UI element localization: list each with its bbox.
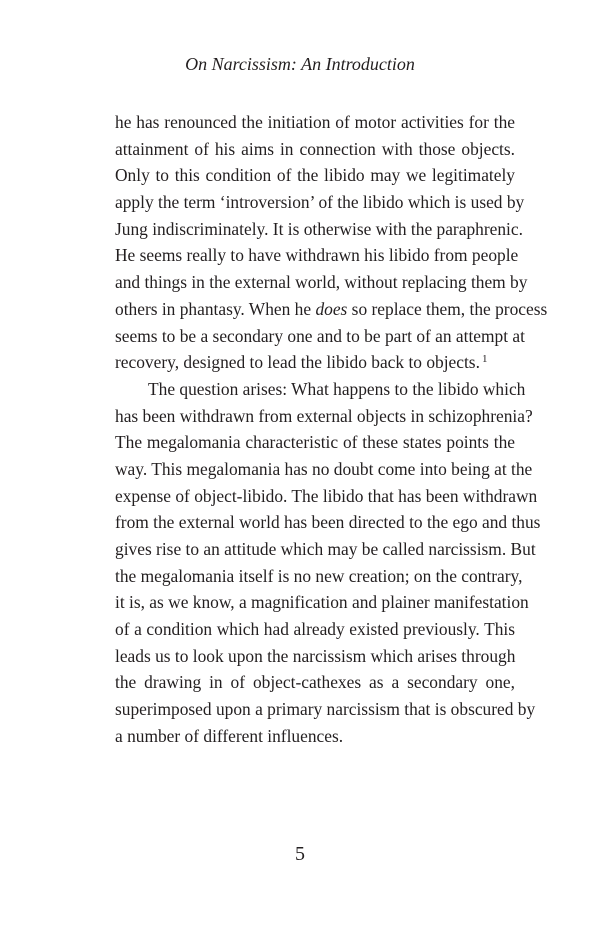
text-line: the megalomania itself is no new creation; on the contrary, [115,565,523,586]
text-line: the drawing in of object-cathexes as a secondary one, [115,672,515,693]
text-line: expense of object-libido. The libido that has been withdrawn [115,485,538,506]
text-line: he has renounced the initiation of motor activities for the [115,112,515,132]
text-line: has been withdrawn from external objects in schizophrenia? [115,405,533,426]
paragraph-1 [115,109,548,376]
text-line: attainment of his aims in connection with those objects. [115,138,515,159]
text-segment: recovery, designed to lead the libido back to objects. [115,352,480,373]
text-line: way. This megalomania has no doubt come into being at the [115,458,533,479]
text-line: Only to this condition of the libido may we legitimately [115,165,515,186]
page-number: 5 [295,843,305,865]
text-line: seems to be a secondary one and to be part of an attempt at [115,325,525,346]
text-line: Jung indiscriminately. It is otherwise with the paraphrenic. [115,218,523,239]
text-line: a number of different influences. [115,725,344,746]
text-line: from the external world has been directed to the ego and thus [115,512,541,533]
text-line: superimposed upon a primary narcissism that is obscured by [115,699,536,720]
running-head: On Narcissism: An Introduction [185,54,415,74]
emphasis-word: does [315,298,348,319]
text-line: He seems really to have withdrawn his libido from people [115,245,519,266]
text-segment: others in phantasy. When he [115,298,316,319]
text-line: of a condition which had already existed previously. This [115,619,515,640]
text-line: leads us to look upon the narcissism which arises through [115,645,516,666]
text-line: The megalomania characteristic of these states points the [115,432,515,453]
paragraph-2 [115,376,541,750]
text-line: The question arises: What happens to the libido which [148,378,526,399]
text-line: gives rise to an attitude which may be called narcissism. But [115,539,536,559]
text-line [115,296,548,323]
text-line: apply the term ‘introversion’ of the libido which is used by [115,192,525,213]
footnote-marker[interactable]: 1 [481,353,488,366]
text-line [115,349,515,376]
text-line: and things in the external world, without replacing them by [115,272,528,293]
text-segment: so replace them, the process [347,298,548,319]
text-line: it is, as we know, a magnification and plainer manifestation [115,592,529,613]
body-text [115,109,548,750]
